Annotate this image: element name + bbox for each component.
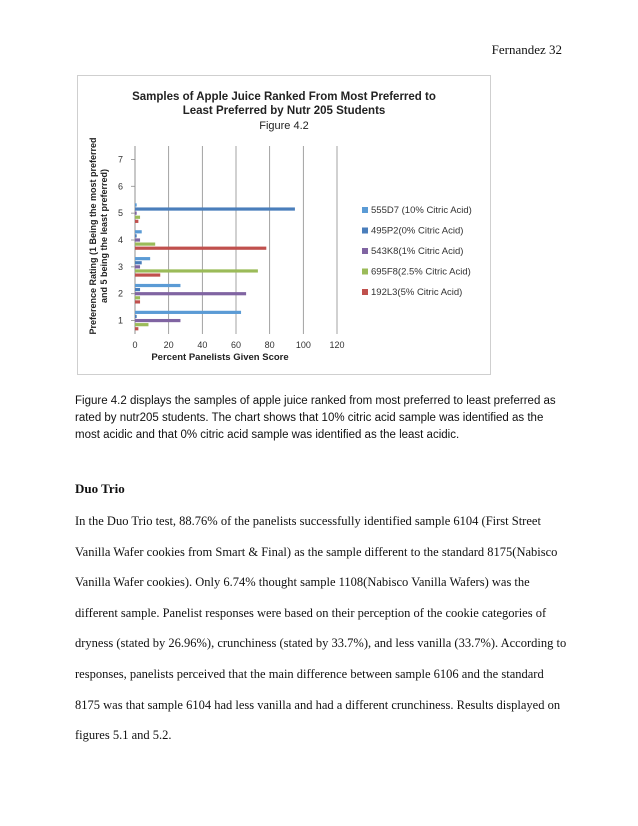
y-tick-label: 1	[117, 315, 123, 326]
bar-rating-4-series-3	[135, 238, 140, 241]
y-tick-label: 7	[117, 154, 123, 165]
legend-swatch	[362, 269, 368, 275]
x-axis-label: Percent Panelists Given Score	[151, 352, 289, 363]
bar-rating-4-series-2	[135, 234, 137, 237]
bar-rating-2-series-4	[135, 296, 140, 299]
bar-rating-3-series-2	[135, 261, 142, 264]
y-tick-label: 6	[117, 181, 123, 192]
bar-rating-2-series-2	[135, 288, 140, 291]
chart-legend	[362, 205, 472, 298]
plot-area	[118, 146, 345, 350]
bar-rating-1-series-1	[135, 311, 241, 314]
bar-rating-5-series-3	[135, 212, 137, 215]
bar-rating-1-series-4	[135, 323, 148, 326]
bar-rating-5-series-4	[135, 216, 140, 219]
x-tick-label: 120	[329, 340, 345, 350]
figure-caption: Figure 4.2 displays the samples of apple juice ranked from most preferred to least preferred as rated by nutr205 students. The chart shows that 10% citric acid sample was identified as the most acidic and that 0% citric acid sample was identified as the least acidic.	[75, 395, 556, 441]
bar-rating-3-series-4	[135, 269, 258, 272]
bar-rating-2-series-1	[135, 284, 180, 287]
x-tick-label: 80	[264, 340, 275, 350]
legend-swatch	[362, 289, 368, 295]
section-heading: Duo Trio	[75, 481, 125, 496]
y-tick-label: 3	[117, 261, 123, 272]
chart-title-line-2: Least Preferred by Nutr 205 Students	[182, 105, 386, 117]
legend-swatch	[362, 248, 368, 254]
bar-rating-1-series-5	[135, 327, 138, 330]
bar-rating-4-series-4	[135, 243, 155, 246]
bar-rating-2-series-5	[135, 300, 140, 303]
y-tick-label: 4	[117, 235, 123, 245]
bar-chart	[78, 76, 490, 374]
legend-entry: 555D7 (10% Citric Acid)	[371, 205, 472, 216]
y-tick-label: 5	[117, 208, 123, 219]
bar-rating-4-series-5	[135, 247, 266, 250]
x-tick-label: 0	[132, 340, 138, 350]
chart-subtitle: Figure 4.2	[259, 120, 309, 132]
bar-rating-3-series-5	[135, 273, 160, 276]
bar-rating-1-series-2	[135, 315, 137, 318]
y-axis-label-line-1: Preference Rating (1 Being the most preferred	[88, 137, 98, 335]
legend-entry: 543K8(1% Citric Acid)	[371, 246, 464, 257]
bar-rating-3-series-1	[135, 257, 150, 260]
legend-entry: 695F8(2.5% Citric Acid)	[371, 266, 471, 278]
body-paragraph: In the Duo Trio test, 88.76% of the panelists successfully identified sample 6104 (First Street Vanilla Wafer cookies from Smart & Final) as the sample different to the standard 8175(Nabisco Vanilla Wafer cookies). Only 6.74% thought sample 1108(Nabisco Vanilla Wafers) was the different sample. Panelist responses were based on their perception of the cookie categories of dryness (stated by 26.96%), crunchiness (stated by 33.7%), and less vanilla (33.7%). According to responses, panelists perceived that the main difference between sample 6106 and the standard 8175 was that sample 6104 had less vanilla and had a different crunchiness. Results displayed on figures 5.1 and 5.2.	[75, 514, 567, 743]
bar-rating-4-series-1	[135, 230, 142, 233]
y-tick-label: 2	[117, 288, 123, 299]
x-tick-label: 100	[295, 340, 311, 350]
y-axis-label-line-2: and 5 being the least preferred)	[99, 168, 109, 304]
page-header-name: Fernandez 32	[491, 42, 562, 57]
legend-swatch	[362, 207, 368, 213]
bar-rating-1-series-3	[135, 319, 180, 322]
x-tick-label: 40	[197, 340, 208, 350]
bar-rating-5-series-2	[135, 207, 295, 210]
x-tick-label: 20	[163, 340, 174, 350]
legend-entry: 495P2(0% Citric Acid)	[371, 225, 464, 237]
bar-rating-3-series-3	[135, 265, 140, 268]
bar-rating-2-series-3	[135, 292, 246, 295]
legend-entry: 192L3(5% Citric Acid)	[371, 287, 463, 298]
bar-rating-5-series-5	[135, 220, 138, 223]
legend-swatch	[362, 228, 368, 234]
bar-rating-5-series-1	[135, 203, 137, 206]
chart-frame	[77, 75, 491, 375]
chart-title-line-1: Samples of Apple Juice Ranked From Most Preferred to	[132, 91, 436, 103]
x-tick-label: 60	[230, 340, 242, 350]
